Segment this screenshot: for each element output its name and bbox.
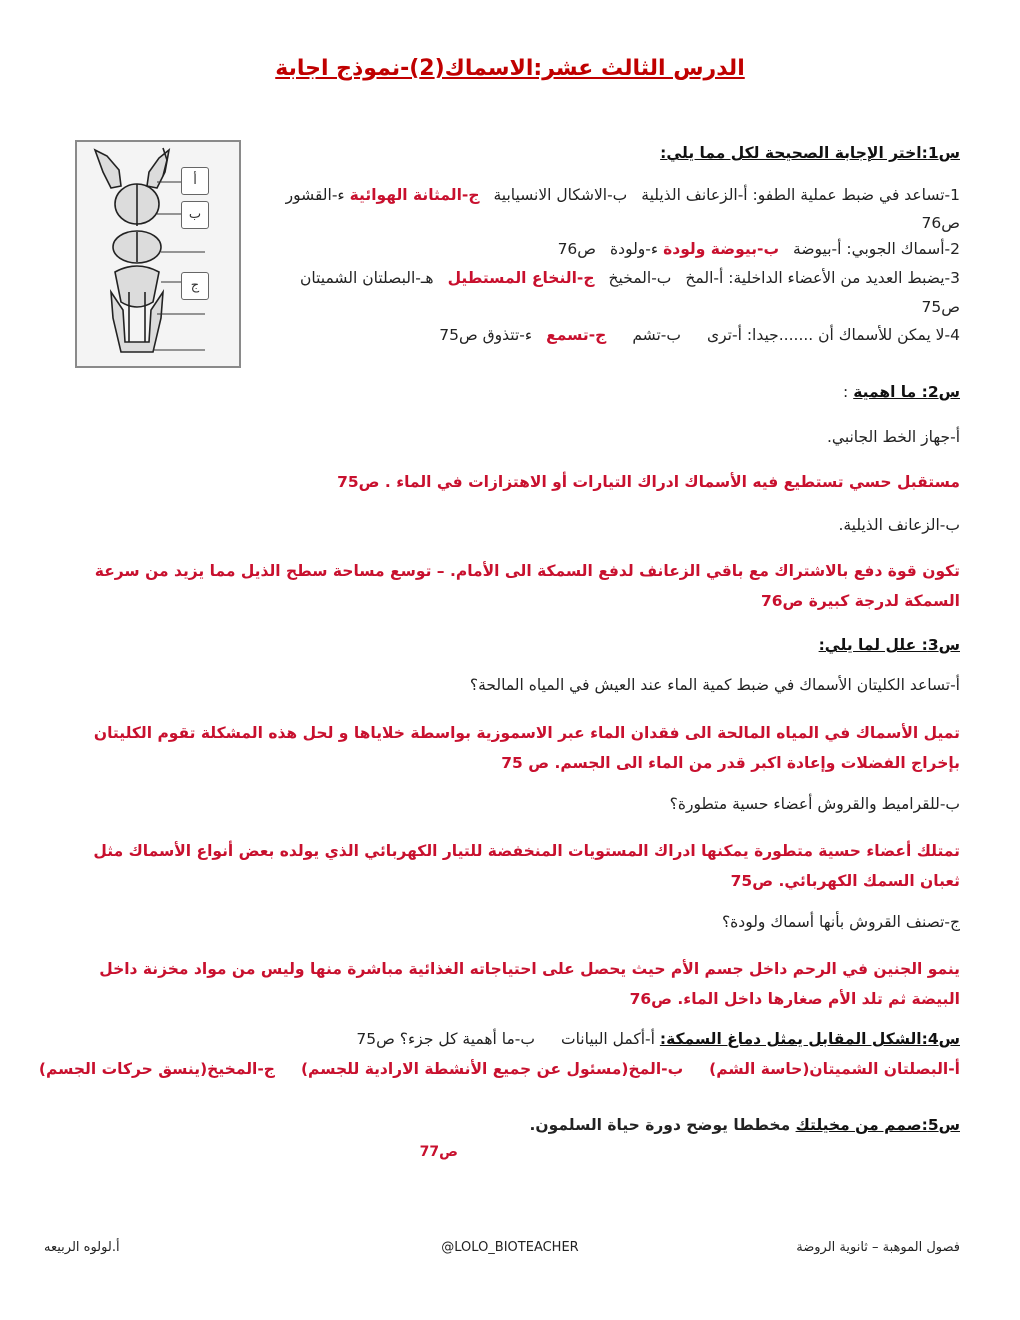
q1-item1-page: ص76: [921, 214, 960, 232]
q3-b-label: ب-للقراميط والقروش أعضاء حسية متطورة؟: [669, 795, 960, 813]
footer-school: فصول الموهبة – ثانوية الروضة: [796, 1240, 960, 1255]
q5-heading-pre: س5:صمم من مخيلتك: [795, 1116, 960, 1134]
q1-item2-text: 2-أسماك الجوبي: أ-بيوضة: [793, 240, 960, 258]
q4-heading: س4:الشكل المقابل يمثل دماغ السمكة:: [659, 1030, 960, 1048]
q1-item3-e: هـ-البصلتان الشميتان: [300, 269, 434, 287]
q4-heading-row: [356, 1030, 960, 1048]
q2-a-label: أ-جهاز الخط الجانبي.: [826, 428, 960, 446]
q2-b-label: ب-الزعانف الذيلية.: [838, 516, 960, 534]
fish-brain-figure: [75, 140, 241, 368]
q4-answer-b: ب-المخ(مسئول عن جميع الأنشطة الارادية للجسم): [300, 1060, 684, 1078]
q1-item1-b: ب-الاشكال الانسيابية: [493, 186, 628, 204]
footer-handle: @LOLO_BIOTEACHER: [441, 1240, 579, 1255]
q2-colon: :: [843, 383, 849, 401]
q1-item3-c: ج-النخاع المستطيل: [447, 269, 595, 287]
q1-item4-c: ج-تسمع: [546, 326, 607, 344]
q1-item3-text: 3-يضبط العديد من الأعضاء الداخلية: أ-المخ: [685, 269, 960, 287]
q4-answer-a: أ-البصلتان الشميتان(حاسة الشم): [709, 1060, 960, 1078]
q3-a-answer: تميل الأسماك في المياه المالحة الى فقدان الماء عبر الاسموزية بواسطة خلاياها و لحل هذه المشكلة تقوم الكليتان بإخراج الفضلات وإعادة اكبر قدر من الماء الى الجسم. ص 75: [93, 724, 960, 772]
q1-item2-d: ء-ولودة: [610, 240, 659, 258]
q1-item2-page: ص76: [557, 240, 597, 258]
q1-item2: [558, 240, 960, 258]
q3-c-label: ج-تصنف القروش بأنها أسماك ولودة؟: [721, 913, 960, 931]
q3-c-answer: ينمو الجنين في الرحم داخل جسم الأم حيث يحصل على احتياجاته الغذائية مباشرة منها وليس من مواد مخزنة داخل البيضة ثم تلد الأم صغارها داخل الماء. ص76: [99, 960, 960, 1008]
q2-b-answer: تكون قوة دفع بالاشتراك مع باقي الزعانف لدفع السمكة الى الأمام. – توسع مساحة سطح الذيل مما يزيد من سرعة السمكة لدرجة كبيرة ص76: [94, 562, 960, 610]
q1-item4-page: ص75: [439, 326, 478, 344]
q5-page: ص77: [419, 1144, 458, 1160]
q1-item4-d: ء-تتذوق: [482, 326, 533, 344]
q1-item2-b: ب-بيوضة ولودة: [663, 240, 780, 258]
q4-instructions: أ-أكمل البيانات: [560, 1030, 655, 1048]
q3-heading: س3: علل لما يلي:: [818, 636, 960, 654]
figure-label-c: ج: [181, 272, 209, 300]
q1-item4-text: 4-لا يمكن للأسماك أن .......جيدا: أ-ترى: [707, 326, 960, 344]
q1-item1-d: ء-القشور: [285, 186, 345, 204]
q3-b-answer: تمتلك أعضاء حسية متطورة يمكنها ادراك المستويات المنخفضة للتيار الكهربائي الذي يولده بعض أنواع الأسماك مثل ثعبان السمك الكهربائي. ص75: [93, 842, 960, 890]
q2-a-answer: مستقبل حسي تستطيع فيه الأسماك ادراك التيارات أو الاهتزازات في الماء . ص75: [337, 473, 960, 491]
q4-answers: [39, 1060, 960, 1078]
q5-heading: [530, 1116, 960, 1134]
q1-item4: [439, 326, 960, 344]
q1-item3-page: ص75: [921, 298, 960, 316]
q1-item4-b: ب-تشم: [632, 326, 681, 344]
figure-label-b: ب: [181, 201, 209, 229]
q1-item1-text: 1-تساعد في ضبط عملية الطفو: أ-الزعانف الذيلية: [641, 186, 960, 204]
q3-a-label: أ-تساعد الكليتان الأسماك في ضبط كمية الماء عند العيش في المياه المالحة؟: [469, 676, 960, 694]
q2-heading-row: [843, 383, 960, 401]
q1-item3: [300, 269, 960, 287]
fish-brain-diagram: [77, 142, 239, 366]
q2-heading: س2: ما اهمية: [853, 383, 960, 401]
q1-item1: [286, 186, 960, 204]
q1-item3-b: ب-المخيخ: [608, 269, 672, 287]
q4-answer-c: ج-المخيخ(ينسق حركات الجسم): [38, 1060, 275, 1078]
footer-teacher: أ.لولوه الربيعه: [44, 1240, 120, 1255]
page-title: الدرس الثالث عشر:الاسماك(2)-نموذج اجابة: [275, 56, 745, 81]
q4-instructions-b: ب-ما أهمية كل جزء؟ ص75: [356, 1030, 535, 1048]
q5-heading-post: مخططا يوضح دورة حياة السلمون.: [529, 1116, 796, 1134]
figure-label-a: أ: [181, 167, 209, 195]
q1-item1-c: ج-المثانة الهوائية: [349, 186, 480, 204]
q1-heading: س1:اختر الإجابة الصحيحة لكل مما يلي:: [660, 144, 960, 162]
